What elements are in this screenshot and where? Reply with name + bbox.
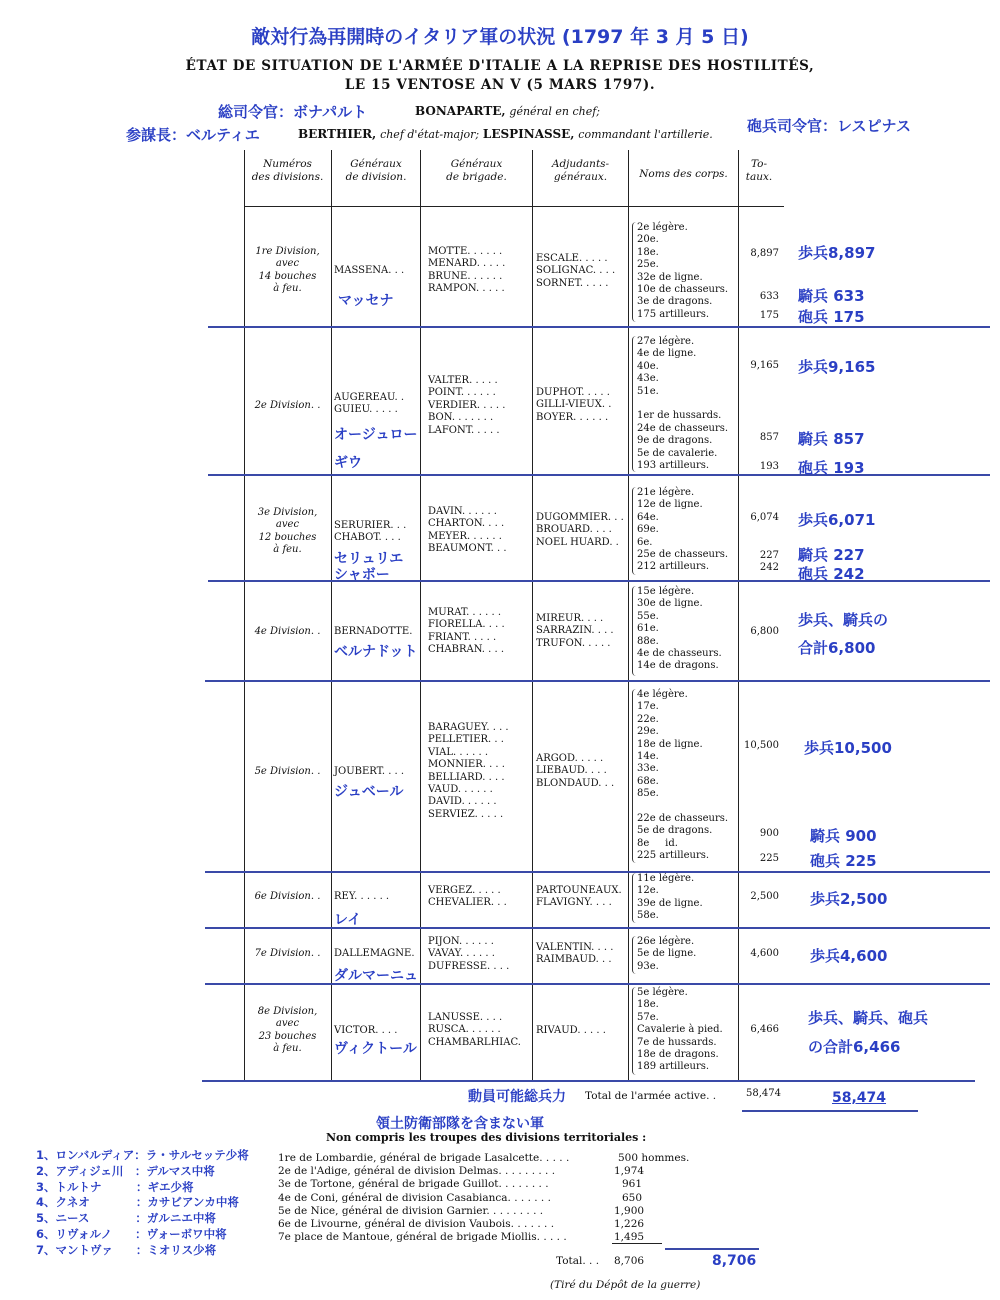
corps-brace	[632, 336, 638, 472]
table-rule-col1	[331, 150, 332, 1082]
territorial-total-underline	[665, 1248, 759, 1250]
division-5-note-infantry: 歩兵10,500	[804, 739, 892, 757]
division-7-brigade: PIJON. . . . . . VAVAY. . . . . . DUFRESSE. . . .	[428, 936, 510, 972]
division-1-total-artillery: 175	[759, 310, 779, 321]
source-note: (Tiré du Dépôt de la guerre)	[550, 1279, 701, 1291]
division-6-adjudants: PARTOUNEAUX. FLAVIGNY. . . .	[536, 885, 622, 909]
header-numeros: Numéros des divisions.	[251, 158, 324, 183]
division-4-corps: 15e légère. 30e de ligne. 55e. 61e. 88e. 4e de chasseurs. 14e de dragons.	[637, 586, 722, 672]
division-4-adjudants: MIREUR. . . . SARRAZIN. . . . TRUFON. . . . .	[536, 613, 614, 649]
division-1-corps: 2e légère. 20e. 18e. 25e. 32e de ligne. 10e de chasseurs. 3e de dragons. 175 artilleurs.	[637, 222, 729, 320]
total-active-value: 58,474	[746, 1088, 781, 1099]
division-4-generals: BERNADOTTE.	[334, 626, 413, 637]
page-title: 敵対行為再開時のイタリア軍の状況 (1797 年 3 月 5 日)	[251, 26, 749, 48]
division-3-corps: 21e légère. 12e de ligne. 64e. 69e. 6e. 25e de chasseurs. 212 artilleurs.	[637, 487, 729, 573]
division-2-note-infantry: 歩兵9,165	[798, 358, 876, 376]
division-7-label: 7e Division. .	[254, 948, 321, 959]
division-4-label: 4e Division. .	[254, 626, 321, 637]
division-8-note-line-1: 歩兵、騎兵、砲兵	[808, 1009, 929, 1027]
corps-brace	[632, 987, 638, 1075]
division-5-note-artillery: 砲兵 225	[810, 852, 877, 870]
division-5-corps: 4e légère. 17e. 22e. 29e. 18e de ligne. 14e. 33e. 68e. 85e. 22e de chasseurs. 5e de dragons. 8e id. 225 artilleurs.	[637, 689, 729, 862]
division-5-total-artillery: 225	[759, 853, 779, 864]
division-3-total-artillery: 242	[759, 562, 779, 573]
territorial-total-label: Total. . .	[556, 1255, 600, 1267]
legend-item: 3、トルトナ ：ギエ少将	[36, 1179, 194, 1194]
division-3-note-artillery: 砲兵 242	[798, 565, 865, 583]
staff-fr-line: BERTHIER, chef d'état-major; LESPINASSE, commandant l'artillerie.	[298, 127, 713, 141]
division-2-general-jp-2: ギウ	[334, 455, 362, 471]
division-8-adjudants: RIVAUD. . . . .	[536, 1025, 606, 1036]
division-7-note-infantry: 歩兵4,600	[810, 947, 888, 965]
division-3-general-jp-2: シャボー	[334, 567, 390, 583]
division-3-note-cavalry: 騎兵 227	[798, 546, 865, 564]
french-title-line-1: ÉTAT DE SITUATION DE L'ARMÉE D'ITALIE A LA REPRISE DES HOSTILITÉS,	[185, 58, 815, 74]
corps-brace	[632, 487, 638, 575]
division-6-brigade: VERGEZ. . . . . CHEVALIER. . .	[428, 885, 507, 909]
division-3-total-cavalry: 227	[759, 550, 779, 561]
division-6-label: 6e Division. .	[254, 891, 321, 902]
legend-item: 6、リヴォルノ ：ヴォーボワ中将	[36, 1226, 227, 1241]
division-separator	[208, 474, 990, 476]
division-4-note-line-2: 合計6,800	[798, 639, 876, 657]
division-3-label: 3e Division, avec 12 bouches à feu.	[257, 507, 318, 556]
division-1-total-infantry: 8,897	[750, 248, 779, 259]
division-1-note-cavalry: 騎兵 633	[798, 287, 865, 305]
division-8-label: 8e Division, avec 23 bouches à feu.	[257, 1006, 318, 1055]
division-7-corps: 26e légère. 5e de ligne. 93e.	[637, 936, 697, 972]
division-2-adjudants: DUPHOT. . . . . GILLI-VIEUX. . BOYER. . . . . .	[536, 387, 612, 423]
header-generaux-division: Généraux de division.	[345, 158, 407, 183]
territorial-jp: 領土防衛部隊を含まない軍	[376, 1116, 544, 1132]
division-1-generals: MASSENA. . .	[334, 265, 405, 276]
division-1-adjudants: ESCALE. . . . . SOLIGNAC. . . . SORNET. . . . .	[536, 253, 616, 289]
division-separator	[205, 871, 990, 873]
division-3-total-infantry: 6,074	[750, 512, 779, 523]
territorial-row-7: 7e place de Mantoue, général de brigade Miollis. . . . . 1,495	[278, 1231, 645, 1244]
corps-brace	[632, 936, 638, 974]
territorial-legend	[36, 1148, 249, 1259]
header-generaux-brigade: Généraux de brigade.	[446, 158, 507, 183]
division-1-label: 1re Division, avec 14 bouches à feu.	[255, 246, 320, 295]
header-noms-corps: Noms des corps.	[639, 168, 728, 180]
division-8-total: 6,466	[750, 1024, 779, 1035]
table-rule-col4	[628, 150, 629, 1082]
header-rule	[244, 206, 784, 207]
total-active-fr: Total de l'armée active. .	[585, 1090, 717, 1102]
division-5-label: 5e Division. .	[254, 766, 321, 777]
division-1-total-cavalry: 633	[759, 291, 779, 302]
division-8-brigade: LANUSSE. . . . RUSCA. . . . . . CHAMBARLHIAC.	[428, 1012, 521, 1048]
legend-item: 4、クネオ ：カサビアンカ中将	[36, 1195, 239, 1210]
territorial-total-jp: 8,706	[712, 1253, 757, 1269]
division-1-brigade: MOTTE. . . . . . MENARD. . . . . BRUNE. . . . . . RAMPON. . . . .	[428, 246, 506, 295]
division-2-total-cavalry: 857	[759, 432, 779, 443]
division-5-total-infantry: 10,500	[744, 740, 779, 751]
division-2-label: 2e Division. .	[254, 400, 321, 411]
division-separator	[205, 680, 990, 682]
corps-brace	[632, 586, 638, 676]
division-2-total-infantry: 9,165	[750, 360, 779, 371]
division-4-total: 6,800	[750, 626, 779, 637]
total-active-jp: 動員可能総兵力	[468, 1089, 566, 1105]
division-4-general-jp: ベルナドット	[334, 644, 418, 660]
situation-table	[244, 150, 779, 1082]
commander-jp: 総司令官：ボナパルト	[218, 103, 368, 121]
division-8-note-line-2: の合計6,466	[808, 1038, 901, 1056]
division-5-generals: JOUBERT. . . .	[334, 766, 405, 777]
division-3-note-infantry: 歩兵6,071	[798, 511, 876, 529]
division-1-general-jp: マッセナ	[338, 293, 394, 309]
header-totaux: To- taux.	[745, 158, 773, 183]
division-5-brigade: BARAGUEY. . . . PELLETIER. . . VIAL. . . . . . MONNIER. . . . BELLIARD. . . . VAUD. . . . . . DAVID. . . . . . SERVIEZ. . . . .	[428, 722, 509, 820]
territorial-list	[278, 1152, 690, 1244]
division-7-total: 4,600	[750, 948, 779, 959]
territorial-fr: Non compris les troupes des divisions territoriales :	[326, 1131, 647, 1144]
division-7-adjudants: VALENTIN. . . . RAIMBAUD. . .	[536, 942, 614, 966]
division-2-brigade: VALTER. . . . . POINT. . . . . . VERDIER. . . . . BON. . . . . . . LAFONT. . . . .	[428, 375, 506, 436]
division-6-note-infantry: 歩兵2,500	[810, 890, 888, 908]
division-2-general-jp-1: オージュロー	[334, 427, 418, 443]
territorial-sum-rule	[612, 1243, 662, 1244]
division-6-total: 2,500	[750, 891, 779, 902]
division-8-corps: 5e légère. 18e. 57e. Cavalerie à pied. 7e de hussards. 18e de dragons. 189 artilleurs.	[637, 987, 723, 1073]
division-7-generals: DALLEMAGNE.	[334, 948, 415, 959]
division-3-adjudants: DUGOMMIER. . . BROUARD. . . . NOEL HUARD. .	[536, 512, 624, 548]
french-title-line-2: LE 15 VENTOSE AN V (5 MARS 1797).	[344, 77, 656, 93]
division-5-general-jp: ジュベール	[334, 784, 404, 800]
division-8-general-jp: ヴィクトール	[334, 1041, 417, 1057]
division-3-brigade: DAVIN. . . . . . CHARTON. . . . MEYER. . . . . . BEAUMONT. . .	[428, 506, 507, 555]
total-active-value-jp: 58,474	[832, 1090, 887, 1106]
division-5-note-cavalry: 騎兵 900	[810, 827, 877, 845]
division-6-general-jp: レイ	[334, 912, 362, 928]
corps-brace	[632, 873, 638, 923]
territorial-row-1: 1re de Lombardie, général de brigade Lasalcette. . . . . 500 hommes.	[278, 1152, 690, 1164]
division-2-note-artillery: 砲兵 193	[798, 459, 865, 477]
artillery-commander-jp: 砲兵司令官：レスピナス	[747, 117, 911, 135]
legend-item: 5、ニース ：ガルニエ中将	[36, 1211, 216, 1226]
division-separator	[202, 1080, 975, 1082]
table-rule-col5	[738, 150, 739, 1082]
division-2-generals: AUGEREAU. . GUIEU. . . . .	[334, 392, 405, 416]
total-underline	[742, 1110, 918, 1112]
territorial-row-4: 4e de Coni, général de division Casabianca. . . . . . . 650	[278, 1191, 643, 1204]
division-separator	[205, 983, 990, 985]
legend-item: 1、ロンバルディア：ラ・サルセッテ少将	[36, 1148, 249, 1162]
division-3-general-jp-1: セリュリエ	[334, 551, 404, 567]
division-4-note-line-1: 歩兵、騎兵の	[798, 611, 889, 629]
territorial-row-6: 6e de Livourne, général de division Vaubois. . . . . . . 1,226	[278, 1218, 645, 1231]
chief-of-staff-jp: 参謀長：ベルティエ	[126, 126, 260, 144]
header-adjudants: Adjudants- généraux.	[551, 158, 610, 183]
division-8-generals: VICTOR. . . .	[334, 1025, 398, 1036]
division-6-corps: 11e légère. 12e. 39e de ligne. 58e.	[637, 873, 703, 922]
table-rule-col2	[420, 150, 421, 1082]
table-rule-col3	[532, 150, 533, 1082]
legend-item: 7、マントヴァ ：ミオリス少将	[36, 1242, 217, 1257]
territorial-row-2: 2e de l'Adige, général de division Delmas. . . . . . . . . 1,974	[278, 1165, 645, 1178]
corps-brace	[632, 689, 638, 863]
division-separator	[205, 927, 990, 929]
division-2-note-cavalry: 騎兵 857	[798, 430, 865, 448]
division-1-note-infantry: 歩兵8,897	[798, 244, 876, 262]
division-separator	[208, 326, 990, 328]
division-2-corps: 27e légère. 4e de ligne. 40e. 43e. 51e. 1er de hussards. 24e de chasseurs. 9e de dragons. 5e de cavalerie. 193 artilleurs.	[637, 336, 729, 472]
division-5-adjudants: ARGOD. . . . . LIEBAUD. . . . BLONDAUD. . .	[536, 753, 615, 789]
division-4-brigade: MURAT. . . . . . FIORELLA. . . . FRIANT. . . . . CHABRAN. . . .	[428, 607, 505, 656]
commander-fr: BONAPARTE, général en chef;	[415, 104, 601, 118]
division-separator	[208, 580, 990, 582]
territorial-total-value: 8,706	[614, 1255, 645, 1267]
territorial-row-5: 5e de Nice, général de division Garnier. . . . . . . . . 1,900	[278, 1204, 645, 1217]
division-7-general-jp: ダルマーニュ	[334, 968, 418, 984]
division-6-generals: REY. . . . . .	[334, 891, 390, 902]
territorial-row-3: 3e de Tortone, général de brigade Guillot. . . . . . . . 961	[278, 1178, 643, 1191]
division-5-total-cavalry: 900	[759, 828, 779, 839]
division-2-total-artillery: 193	[759, 461, 779, 472]
division-1-note-artillery: 砲兵 175	[798, 308, 865, 326]
corps-brace	[632, 222, 638, 322]
legend-item: 2、アディジェ川 ：デルマス中将	[36, 1163, 215, 1178]
division-3-generals: SERURIER. . . CHABOT. . . .	[334, 520, 407, 544]
